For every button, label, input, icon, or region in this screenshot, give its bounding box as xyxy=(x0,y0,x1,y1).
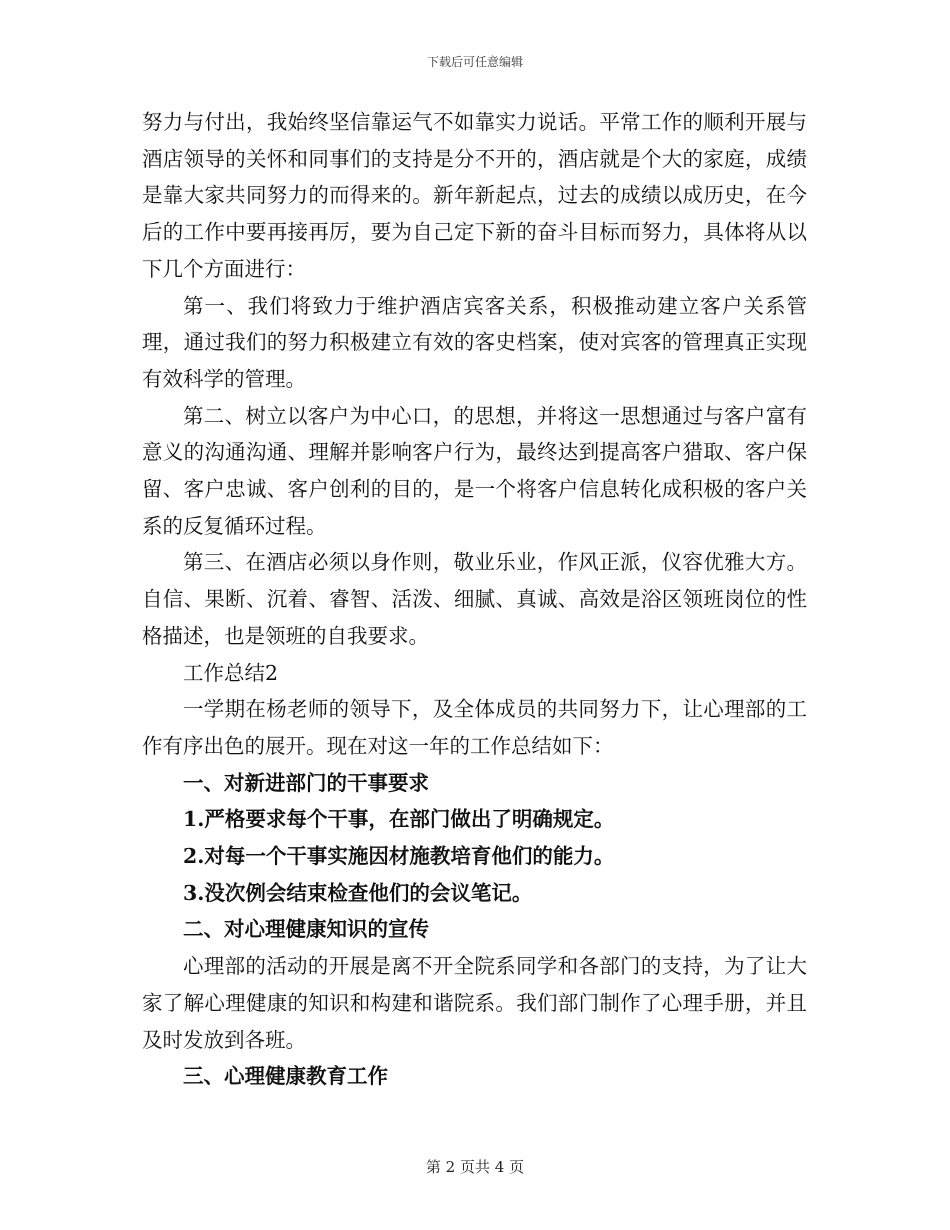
heading-3: 三、心理健康教育工作 xyxy=(183,1064,388,1089)
paragraph-intro: 一学期在杨老师的领导下，及全体成员的共同努力下，让心理部的工作有序出色的展开。现在对这一年的工作总结如下： xyxy=(142,697,807,758)
list-item-2: 2.对每一个干事实施因材施教培育他们的能力。 xyxy=(183,844,615,869)
paragraph-point-1: 第一、我们将致力于维护酒店宾客关系，积极推动建立客户关系管理，通过我们的努力积极建立有效的客史档案，使对宾客的管理真正实现有效科学的管理。 xyxy=(142,293,807,391)
paragraph-promotion: 心理部的活动的开展是离不开全院系同学和各部门的支持，为了让大家了解心理健康的知识和构建和谐院系。我们部门制作了心理手册，并且及时发放到各班。 xyxy=(142,954,807,1052)
page-header: 下载后可任意编辑 xyxy=(426,55,523,69)
paragraph-continuation: 努力与付出，我始终坚信靠运气不如靠实力说话。平常工作的顺利开展与酒店领导的关怀和同事们的支持是分不开的，酒店就是个大的家庭，成绩是靠大家共同努力的而得来的。新年新起点，过去的成绩以成历史，在今后的工作中要再接再厉，要为自己定下新的奋斗目标而努力，具体将从以下几个方面进行： xyxy=(142,110,807,281)
document-body xyxy=(142,104,807,1095)
paragraph-point-2: 第二、树立以客户为中心口，的思想，并将这一思想通过与客户富有意义的沟通沟通、理解并影响客户行为，最终达到提高客户猎取、客户保留、客户忠诚、客户创利的目的，是一个将客户信息转化成积极的客户关系的反复循环过程。 xyxy=(142,403,807,538)
heading-1: 一、对新进部门的干事要求 xyxy=(183,770,429,795)
list-item-3: 3.没次例会结束检查他们的会议笔记。 xyxy=(183,880,533,905)
page-footer: 第 2 页共 4 页 xyxy=(425,1158,525,1176)
paragraph-point-3: 第三、在酒店必须以身作则，敬业乐业，作风正派，仪容优雅大方。自信、果断、沉着、睿智、活泼、细腻、真诚、高效是浴区领班岗位的性格描述，也是领班的自我要求。 xyxy=(142,550,807,648)
list-item-1: 1.严格要求每个干事，在部门做出了明确规定。 xyxy=(183,807,615,832)
heading-2: 二、对心理健康知识的宣传 xyxy=(183,917,429,942)
section-title: 工作总结2 xyxy=(183,660,279,685)
